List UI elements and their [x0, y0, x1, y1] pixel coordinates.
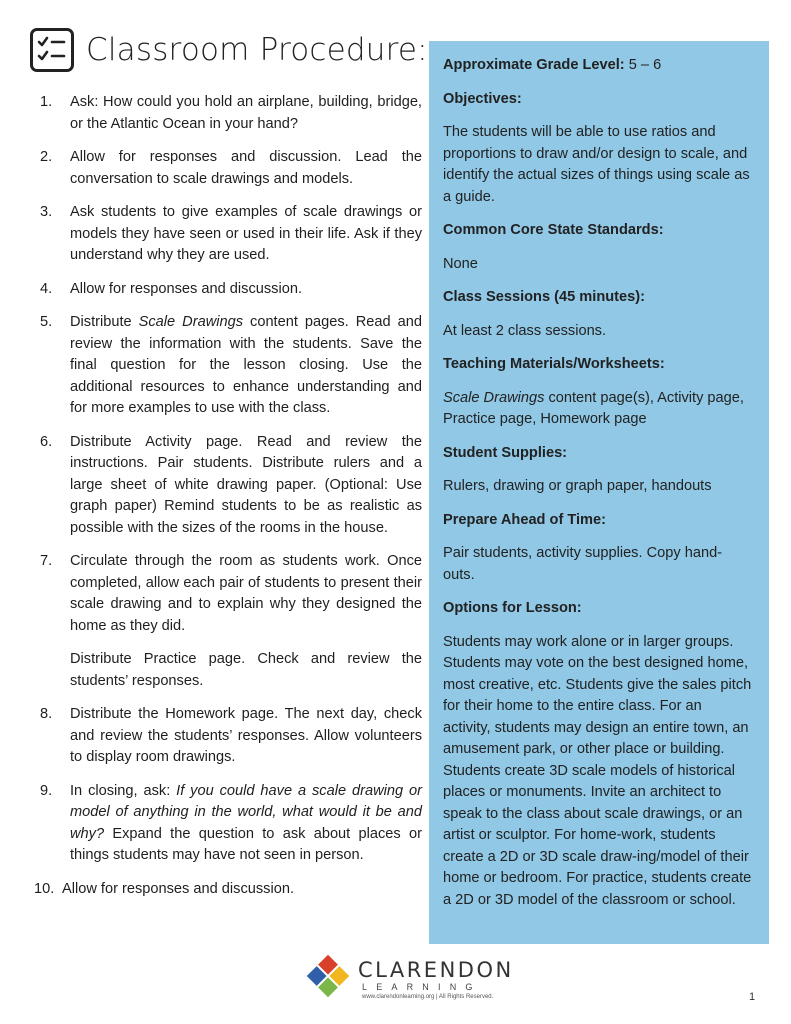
step-text: Allow for responses and discussion.	[62, 880, 294, 897]
brand-url: www.clarendonlearning.org | All Rights Reserved.	[362, 994, 494, 1000]
grade-label: Approximate Grade Level:	[443, 57, 625, 73]
page-number: 1	[749, 991, 756, 1003]
step-emphasis: If you could have a scale drawing or model of anything in the world, what would it be and why?	[70, 782, 422, 842]
procedure-step-3	[40, 202, 422, 267]
step-lead: In closing, ask:	[70, 782, 177, 799]
procedure-step-2	[40, 147, 422, 190]
step-text	[70, 781, 422, 867]
procedure-step-1	[40, 92, 422, 135]
supplies-text: Rulers, drawing or graph paper, handouts	[443, 478, 712, 494]
step-emphasis: Scale Drawings	[138, 314, 244, 330]
step-number: 2.	[40, 149, 53, 165]
checklist-icon	[30, 28, 74, 72]
step-number: 3.	[40, 204, 53, 220]
options-text: Students may work alone or in larger groups. Students may vote on the best designed home, most creative, etc. Students give the sales pitch for their home to the entire class. For an activity, students may design an entire town, an amusement park, or other place or building. Students create 3D scale models of historical places or monuments. Invite an architect to speak to the class about scale drawings, or an artist or sculptor. For home-work, students create a 2D or 3D scale draw-ing/model of their home or bedroom. For practice, students create a 2D or 3D model of the classroom or school.	[443, 633, 752, 908]
step-lead: Distribute	[70, 314, 139, 330]
prepare-text: Pair students, activity supplies. Copy hand-outs.	[443, 545, 723, 583]
objectives-heading: Objectives:	[443, 90, 522, 107]
step-number: 4.	[40, 280, 53, 297]
step-text: Circulate through the room as students work. Once completed, allow each pair of students to present their scale drawing and to explain why they designed the home as they did.	[70, 553, 422, 634]
procedure-step-7-extra: Distribute Practice page. Check and review the students’ responses.	[70, 651, 422, 689]
materials-heading: Teaching Materials/Worksheets:	[443, 356, 665, 372]
step-text: Distribute the Homework page. The next day, check and review the students’ responses. Allow volunteers to display room drawings.	[70, 706, 422, 765]
procedure-step-8	[40, 704, 422, 769]
procedure-step-9	[40, 781, 422, 867]
supplies-heading: Student Supplies:	[443, 444, 568, 461]
procedure-step-10	[34, 879, 422, 901]
materials-rest: content page(s), Activity page, Practice page, Homework page	[443, 389, 744, 427]
step-text: Ask: How could you hold an airplane, building, bridge, or the Atlantic Ocean in your hand?	[70, 94, 422, 132]
grade-level	[443, 55, 753, 77]
procedure-step-5	[40, 312, 422, 420]
standards-heading: Common Core State Standards:	[443, 222, 664, 238]
step-number: 6.	[40, 433, 53, 450]
sessions-heading: Class Sessions (45 minutes):	[443, 289, 645, 305]
procedure-list	[34, 92, 422, 912]
step-number: 5.	[40, 314, 53, 330]
grade-value: 5 – 6	[624, 57, 662, 73]
step-text: Distribute Activity page. Read and review the instructions. Pair students. Distribute rulers and a large sheet of white drawing paper. (Optional: Use graph paper) Remind students to be as realistic as possible with the sizes of the rooms in the house.	[70, 433, 422, 536]
step-text: Ask students to give examples of scale drawings or models they have seen or used in their life. Ask if they understand why they are used.	[70, 204, 422, 263]
procedure-step-6	[40, 432, 422, 540]
step-number: 10.	[34, 880, 55, 897]
standards-text: None	[443, 255, 478, 272]
step-text: Allow for responses and discussion.	[70, 280, 302, 297]
materials-emphasis: Scale Drawings	[443, 389, 545, 406]
step-text: Allow for responses and discussion. Lead the conversation to scale drawings and models.	[70, 149, 422, 187]
page-title: Classroom Procedure:	[86, 32, 428, 68]
page-footer	[0, 950, 791, 1010]
sessions-text: At least 2 class sessions.	[443, 322, 607, 339]
step-rest: Expand the question to ask about places or things students may have not seen in person.	[70, 825, 422, 863]
page-header	[30, 28, 428, 72]
step-number: 9.	[40, 782, 53, 799]
materials-text	[443, 388, 753, 431]
prepare-heading: Prepare Ahead of Time:	[443, 511, 607, 528]
step-number: 7.	[40, 553, 53, 569]
procedure-step-7	[40, 551, 422, 637]
step-rest: content pages. Read and review the information with the students. Save the final question for the lesson closing. Use the additional resources to enhance understanding and for more examples to use with the class.	[70, 314, 422, 416]
step-number: 1.	[40, 94, 53, 110]
brand-subtitle: LEARNING	[362, 982, 482, 992]
brand-name: CLARENDON	[358, 958, 514, 982]
lesson-info-sidebar	[429, 41, 769, 944]
step-text	[70, 312, 422, 420]
procedure-step-4	[40, 279, 422, 301]
objectives-text: The students will be able to use ratios and proportions to draw and/or design to scale, and identify the actual sizes of things using scale as a guide.	[443, 124, 750, 205]
step-number: 8.	[40, 706, 53, 722]
options-heading: Options for Lesson:	[443, 600, 582, 616]
puzzle-logo-icon	[304, 952, 352, 1000]
